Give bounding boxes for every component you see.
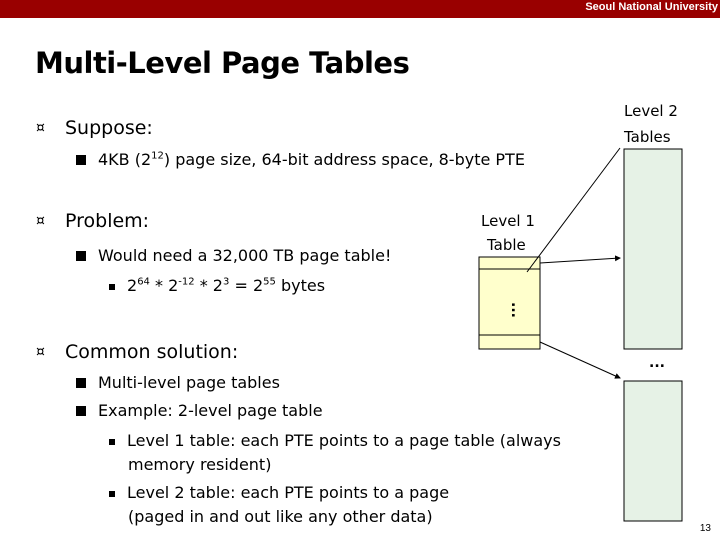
solution-subtext: Level 1 table: each PTE points to a page table (always: [127, 431, 561, 450]
solution-subitem-cont: memory resident): [128, 455, 272, 474]
bullet-icon: ¤: [36, 120, 45, 136]
level2-table-bottom: [624, 381, 682, 521]
level2-table-top: [624, 149, 682, 349]
institution-name: Seoul National University: [585, 1, 718, 13]
slide-title: Multi-Level Page Tables: [35, 46, 410, 80]
bullet-icon: ¤: [36, 344, 45, 360]
level2-label-line1: Level 2: [624, 102, 678, 120]
solution-text: Example: 2-level page table: [98, 401, 323, 420]
level1-vertical-ellipsis: ...: [508, 302, 524, 318]
calc-part: bytes: [275, 276, 326, 295]
calc-part: * 2: [149, 276, 179, 295]
solution-subtext: Level 2 table: each PTE points to a page: [127, 483, 450, 502]
level2-horizontal-ellipsis: ...: [649, 355, 665, 371]
arrow-l1-to-level2-top: [540, 258, 620, 263]
problem-text: Would need a 32,000 TB page table!: [98, 246, 392, 265]
level2-label-line2: Tables: [624, 128, 671, 146]
solution-text: Multi-level page tables: [98, 373, 280, 392]
page-number: 13: [699, 523, 711, 534]
suppose-heading: Suppose:: [65, 117, 153, 139]
bullet-icon: ¤: [36, 213, 45, 229]
solution-subitem-cont: (paged in and out like any other data): [128, 507, 433, 526]
problem-heading: Problem:: [65, 210, 150, 232]
suppose-sup: 12: [151, 150, 164, 162]
solution-heading: Common solution:: [65, 341, 239, 363]
level1-label-line2: Table: [487, 236, 526, 254]
suppose-text-b: ) page size, 64-bit address space, 8-byte PTE: [163, 150, 525, 169]
calc-part: = 2: [229, 276, 264, 295]
arrow-l1-to-level2-bottom: [540, 342, 620, 378]
calc-sup: -12: [178, 276, 195, 288]
calc-sup: 64: [137, 276, 150, 288]
suppose-text-a: 4KB (2: [98, 150, 152, 169]
calc-part: * 2: [194, 276, 223, 295]
calc-part: 2: [127, 276, 138, 295]
calc-sup: 55: [263, 276, 276, 288]
calc-sup: 3: [222, 276, 230, 288]
arrow-l1-to-level2-label: [527, 148, 620, 272]
level1-label-line1: Level 1: [481, 212, 535, 230]
